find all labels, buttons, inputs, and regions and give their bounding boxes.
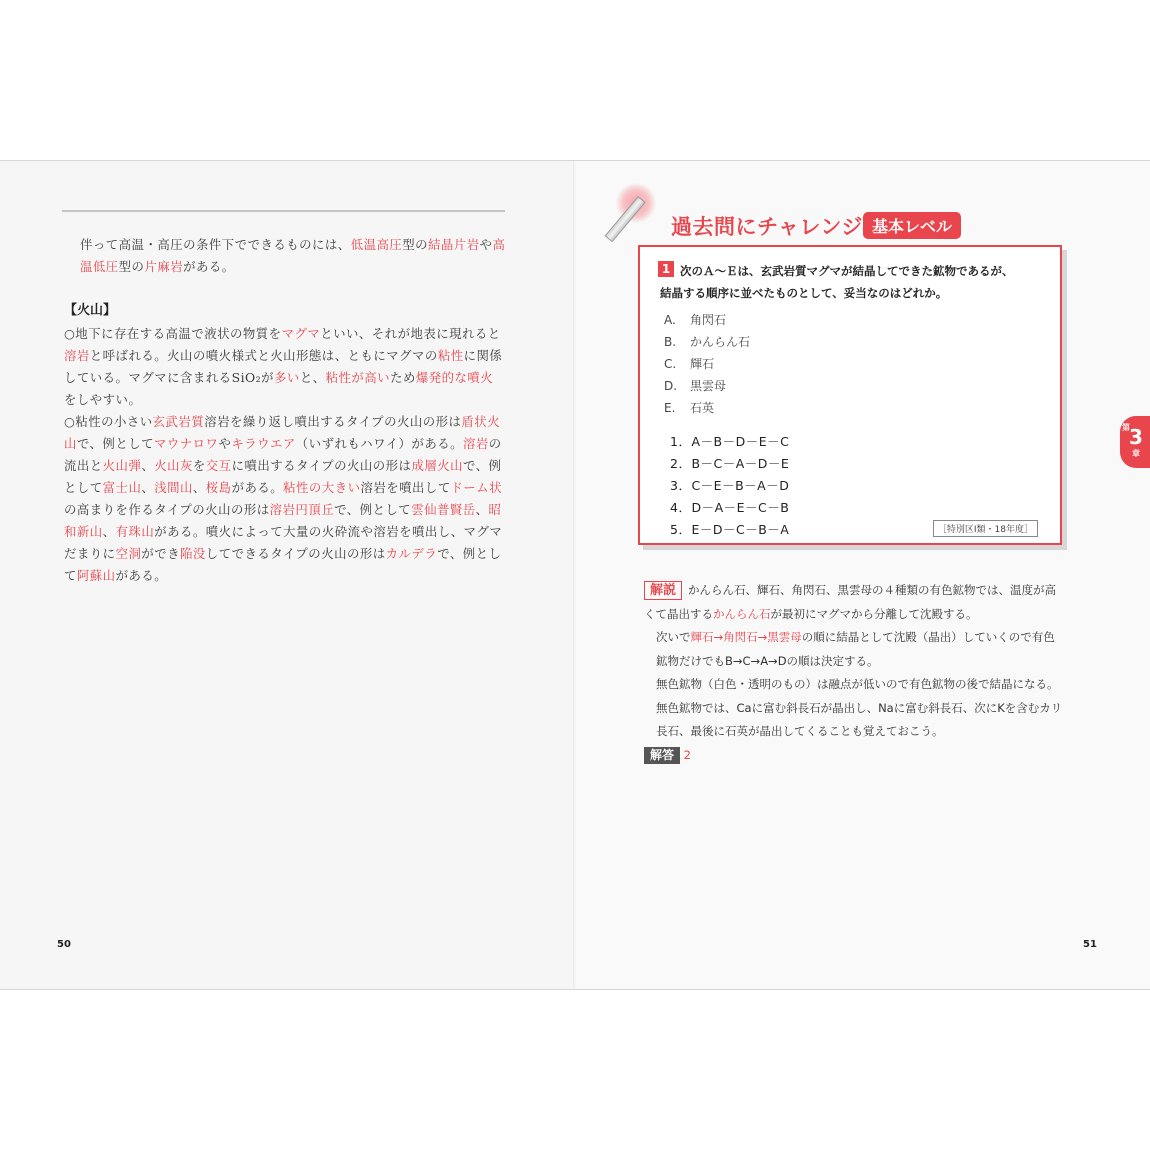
page-number-left: 50 bbox=[57, 939, 71, 950]
explanation: 解説 かんらん石、輝石、角閃石、黒雲母の４種類の有色鉱物では、温度が高くて晶出するかんらん石が最初にマグマから分離して沈殿する。 次いで輝石→角閃石→黒雲母の順に結晶として沈殿（晶出）していくので有色鉱物だけでもB→C→A→Dの順は決定する。 無色鉱物（白色・透明のもの）は融点が低いので有色鉱物の後で結晶になる。無色鉱物では、Caに富む斜長石が晶出し、Naに富む斜長石、次にKを含むカリ長石、最後に石英が晶出してくることも覚えておこう。 解答 2 bbox=[644, 579, 1064, 767]
option-item: B. かんらん石 bbox=[664, 335, 751, 349]
choice-item: 4．D－A－E－C－B bbox=[670, 500, 790, 515]
challenge-title: 過去問にチャレンジ bbox=[671, 215, 863, 239]
question-text: 次のＡ～Ｅは、玄武岩質マグマが結晶してできた鉱物であるが、 結晶する順序に並べたものとして、妥当なのはどれか。 bbox=[660, 264, 1014, 300]
left-page bbox=[0, 161, 574, 989]
choice-item: 1．A－B－D－E－C bbox=[670, 434, 790, 449]
option-item: A. 角閃石 bbox=[664, 313, 727, 327]
option-item: E. 石英 bbox=[664, 401, 715, 415]
option-item: C. 輝石 bbox=[664, 357, 715, 371]
answer-row bbox=[644, 744, 1064, 768]
answer-value: 2 bbox=[683, 747, 691, 762]
option-item: D. 黒雲母 bbox=[664, 379, 727, 393]
explanation-label: 解説 bbox=[644, 581, 682, 600]
top-rule bbox=[62, 210, 505, 212]
choice-item: 2．B－C－A－D－E bbox=[670, 456, 790, 471]
section-heading: 【火山】 bbox=[64, 303, 117, 318]
question-number: 1 bbox=[658, 261, 674, 277]
choice-item: 3．C－E－B－A－D bbox=[670, 478, 790, 493]
source-label: ［特別区Ⅰ類・18年度］ bbox=[933, 520, 1038, 537]
paragraph-volcano-types: ○粘性の小さい玄武岩質溶岩を繰り返し噴出するタイプの火山の形は盾状火山で、例としてマウナロワやキラウエア（いずれもハワイ）がある。溶岩の流出と火山弾、火山灰を交互に噴出するタイプの火山の形は成層火山で、例として富士山、浅間山、桜島がある。粘性の大きい溶岩を噴出してドーム状の高まりを作るタイプの火山の形は溶岩円頂丘で、例として雲仙普賢岳、昭和新山、有珠山がある。噴火によって大量の火砕流や溶岩を噴出し、マグマだまりに空洞ができ陥没してできるタイプの火山の形はカルデラで、例として阿蘇山がある。 bbox=[64, 414, 503, 583]
answer-choices bbox=[670, 431, 789, 541]
paragraph-magma: ○地下に存在する高温で液状の物質をマグマといい、それが地表に現れると溶岩と呼ばれる。火山の噴火様式と火山形態は、ともにマグマの粘性に関係している。マグマに含まれるSiO₂が多いと、粘性が高いため爆発的な噴火をしやすい。 bbox=[64, 326, 503, 407]
chapter-tab: 第 3 章 bbox=[1120, 416, 1150, 468]
intro-text: 伴って高温・高圧の条件下でできるものには、低温高圧型の結晶片岩や高温低圧型の片麻岩がある。 bbox=[80, 237, 506, 274]
option-list bbox=[664, 309, 750, 419]
page-number-right: 51 bbox=[1083, 939, 1097, 950]
question-box bbox=[638, 245, 1062, 545]
right-page bbox=[576, 161, 1150, 989]
level-badge: 基本レベル bbox=[863, 212, 961, 239]
book-spread bbox=[0, 160, 1150, 990]
choice-item: 5．E－D－C－B－A bbox=[670, 522, 790, 537]
answer-label: 解答 bbox=[644, 747, 680, 764]
